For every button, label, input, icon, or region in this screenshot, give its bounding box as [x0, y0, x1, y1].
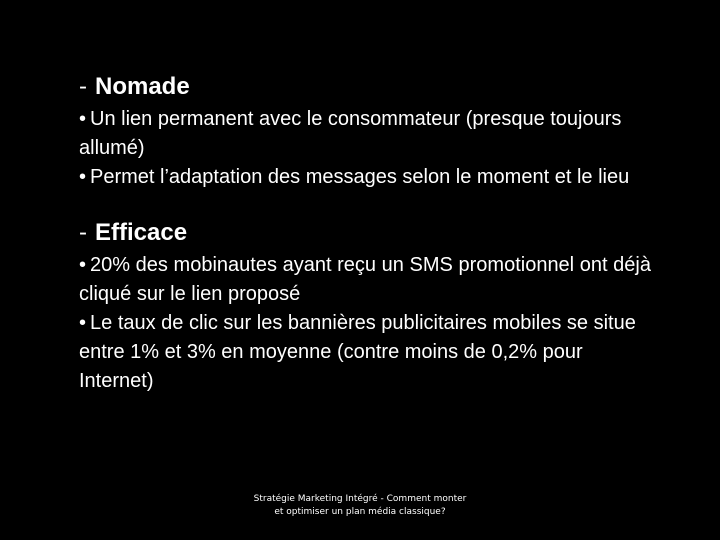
section-heading — [79, 72, 651, 102]
section-heading — [79, 218, 651, 248]
bullet-marker: • — [79, 166, 87, 188]
slide-content — [79, 72, 651, 396]
bullet-text: Le taux de clic sur les bannières publicitaires mobiles se situe entre 1% et 3% en moyenne (contre moins de 0,2% pour Internet) — [79, 312, 636, 392]
bullet-text: 20% des mobinautes ayant reçu un SMS promotionnel ont déjà cliqué sur le lien proposé — [79, 254, 651, 305]
section-efficace — [79, 218, 651, 396]
bullet-marker: • — [79, 312, 87, 334]
bullet-item — [79, 251, 651, 309]
bullet-marker: • — [79, 254, 87, 276]
heading-dash: - — [79, 219, 87, 246]
heading-title: Efficace — [95, 219, 188, 246]
bullet-item — [79, 163, 651, 192]
section-nomade — [79, 72, 651, 192]
bullet-item — [79, 105, 651, 163]
bullet-marker: • — [79, 108, 87, 130]
bullet-text: Permet l’adaptation des messages selon le moment et le lieu — [90, 166, 630, 188]
bullet-text: Un lien permanent avec le consommateur (presque toujours allumé) — [79, 108, 622, 159]
heading-dash: - — [79, 73, 87, 100]
slide-footer: Stratégie Marketing Intégré - Comment monter et optimiser un plan média classique? — [253, 494, 467, 517]
heading-title: Nomade — [95, 73, 190, 100]
bullet-item — [79, 309, 651, 396]
